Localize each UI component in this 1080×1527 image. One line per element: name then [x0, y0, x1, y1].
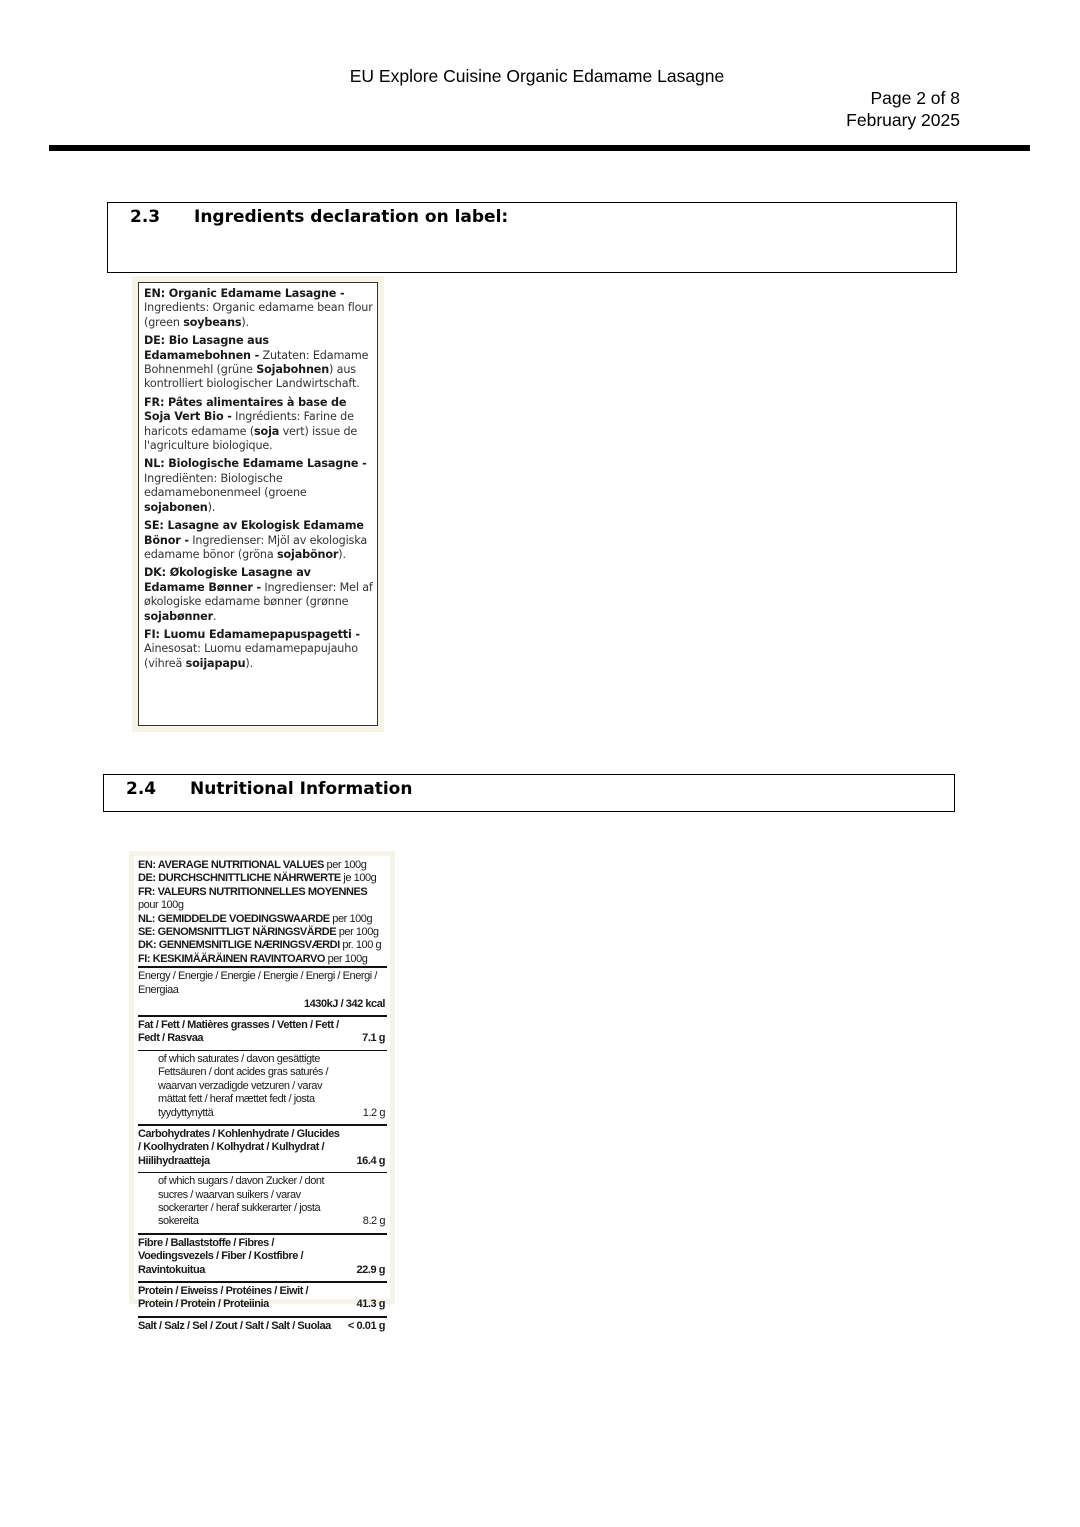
allergen-text: sojabonen	[144, 500, 208, 514]
nutrition-header-bold: EN: AVERAGE NUTRITIONAL VALUES	[138, 859, 324, 871]
nutrition-header-line	[138, 899, 387, 912]
nutrition-header-line	[138, 939, 387, 952]
nutrition-header-unit: pour 100g	[138, 899, 184, 912]
nutrition-header-unit: per 100g	[324, 952, 368, 965]
nutrient-value: 22.9 g	[356, 1263, 385, 1276]
section-number: 2.4	[126, 779, 157, 799]
nutrient-value: 16.4 g	[356, 1154, 385, 1167]
allergen-text: sojabönor	[277, 547, 339, 561]
nutrition-row	[138, 1172, 387, 1233]
nutrition-header-bold: NL: GEMIDDELDE VOEDINGSWAARDE	[138, 912, 330, 925]
nutrition-header-unit: per 100g	[323, 859, 367, 871]
nutrient-label: Salt / Salz / Sel / Zout / Salt / Salt / Suolaa	[138, 1319, 331, 1332]
ingredient-text: Ingredienser: Mel af økologiske edamame bønner (grønne	[144, 580, 373, 609]
nutrition-label	[134, 856, 390, 1332]
nutrition-row	[138, 966, 387, 1015]
ingredient-text: ).	[338, 547, 346, 561]
ingredient-text: Ingredienser: Mjöl av ekologiska edamame bönor (gröna	[144, 533, 368, 561]
nutrition-row	[138, 1124, 387, 1172]
page-number: Page 2 of 8	[870, 88, 960, 108]
nutrient-label: Fat / Fett / Matières grasses / Vetten / Fett / Fedt / Rasvaa	[138, 1019, 339, 1045]
ingredient-heading: DE: Bio Lasagne aus Edamamebohnen -	[144, 334, 269, 362]
ingredient-text: Ainesosat: Luomu edamamepapujauho (vihreä	[144, 642, 358, 670]
ingredient-entry	[144, 287, 373, 330]
nutrition-header-bold: FR: VALEURS NUTRITIONNELLES MOYENNES	[138, 885, 368, 898]
ingredient-entry	[144, 566, 373, 624]
ingredient-entry	[144, 628, 373, 671]
nutrition-header-line	[138, 953, 387, 966]
nutrient-label: Carbohydrates / Kohlenhydrate / Glucides / Koolhydraten / Kolhydrat / Kulhydrat / Hiilihydraatteja	[138, 1127, 340, 1167]
nutrient-value: 1430kJ / 342 kcal	[303, 997, 385, 1010]
ingredient-heading: FI: Luomu Edamamepapuspagetti -	[144, 627, 360, 641]
nutrition-label-image	[129, 851, 395, 1332]
ingredients-label-image	[132, 276, 384, 732]
ingredients-label	[138, 282, 378, 726]
section-title: Nutritional Information	[190, 779, 413, 799]
nutrition-row	[138, 1050, 387, 1124]
nutrition-header-unit: per 100g	[329, 912, 373, 925]
section-2-3-header	[107, 202, 957, 273]
nutrient-value: 1.2 g	[362, 1106, 385, 1119]
ingredient-heading: FR: Pâtes alimentaires à base de Soja Vert Bio -	[144, 395, 347, 424]
ingredient-heading: DK: Økologiske Lasagne av Edamame Bønner -	[144, 566, 311, 594]
ingredient-heading: SE: Lasagne av Ekologisk Edamame Bönor -	[144, 519, 364, 547]
ingredient-text: ) aus kontrolliert biologischer Landwirtschaft.	[144, 363, 360, 391]
ingredient-text: vert) issue de l'agriculture biologique.	[144, 424, 358, 453]
nutrition-header-line	[138, 859, 387, 872]
nutrition-row	[138, 1316, 387, 1337]
nutrient-value: < 0.01 g	[347, 1319, 385, 1332]
nutrition-header-unit: per 100g	[336, 926, 379, 939]
nutrition-label-header	[138, 859, 387, 966]
ingredient-text: ).	[245, 656, 254, 670]
allergen-text: soijapapu	[185, 656, 246, 670]
nutrition-header-line	[138, 926, 387, 939]
ingredient-entry	[144, 519, 373, 562]
nutrient-label: of which saturates / davon gesättigte Fettsäuren / dont acides gras saturés / waarvan verzadigde vetzuren / varav mättat fett / heraf mættet fedt / josta tyydyttynyttä	[158, 1052, 329, 1119]
ingredient-entry	[144, 396, 373, 454]
ingredient-heading: EN: Organic Edamame Lasagne -	[144, 287, 345, 300]
allergen-text: soybeans	[183, 315, 242, 329]
nutrient-label: Fibre / Ballaststoffe / Fibres / Voedingsvezels / Fiber / Kostfibre / Ravintokuitua	[138, 1236, 304, 1276]
nutrient-label: of which sugars / davon Zucker / dont sucres / waarvan suikers / varav sockerarter / heraf sukkerarter / josta sokereita	[158, 1175, 325, 1228]
document-date: February 2025	[846, 110, 960, 130]
section-number: 2.3	[130, 207, 161, 227]
nutrition-label-rows	[138, 966, 387, 1337]
header-rule	[49, 145, 1030, 151]
nutrition-header-bold: DK: GENNEMSNITLIGE NÆRINGSVÆRDI	[138, 939, 340, 952]
ingredient-text: Zutaten: Edamame Bohnenmehl (grüne	[144, 348, 369, 377]
section-2-4-header	[103, 774, 955, 812]
nutrition-row	[138, 1281, 387, 1316]
nutrition-header-bold: FI: KESKIMÄÄRÄINEN RAVINTOARVO	[138, 952, 325, 965]
ingredient-heading: NL: Biologische Edamame Lasagne -	[144, 457, 367, 471]
nutrient-label: Protein / Eiweiss / Protéines / Eiwit / Protein / Protein / Proteiinia	[138, 1284, 309, 1311]
nutrition-row	[138, 1233, 387, 1281]
ingredient-entry	[144, 334, 373, 392]
allergen-text: sojabønner	[144, 609, 213, 623]
section-title: Ingredients declaration on label:	[194, 207, 509, 227]
allergen-text: soja	[254, 424, 280, 438]
ingredient-text: ).	[207, 500, 216, 514]
allergen-text: Sojabohnen	[256, 363, 330, 377]
nutrition-header-unit: je 100g	[340, 872, 377, 885]
nutrition-header-line	[138, 913, 387, 926]
nutrition-header-line	[138, 886, 387, 899]
nutrient-value: 8.2 g	[362, 1215, 385, 1228]
nutrition-row	[138, 1015, 387, 1050]
ingredient-entry	[144, 457, 373, 515]
nutrient-value: 7.1 g	[362, 1032, 385, 1045]
ingredient-text: .	[212, 609, 217, 623]
nutrition-header-line	[138, 872, 387, 885]
ingredient-text: Ingrediënten: Biologische edamamebonenmeel (groene	[144, 471, 307, 500]
nutrition-header-bold: DE: DURCHSCHNITTLICHE NÄHRWERTE	[138, 872, 341, 885]
nutrition-header-unit: pr. 100 g	[339, 939, 382, 952]
document-title: EU Explore Cuisine Organic Edamame Lasagne	[349, 66, 725, 86]
ingredient-text: ).	[241, 315, 250, 329]
nutrient-value: 41.3 g	[356, 1298, 385, 1311]
ingredient-text: Ingrédients: Farine de haricots edamame (	[144, 410, 354, 438]
ingredient-text: Ingredients: Organic edamame bean flour (green	[144, 301, 373, 329]
nutrition-header-bold: SE: GENOMSNITTLIGT NÄRINGSVÄRDE	[138, 926, 337, 939]
nutrient-label: Energy / Energie / Energie / Energie / Energi / Energi / Energiaa	[138, 970, 377, 996]
